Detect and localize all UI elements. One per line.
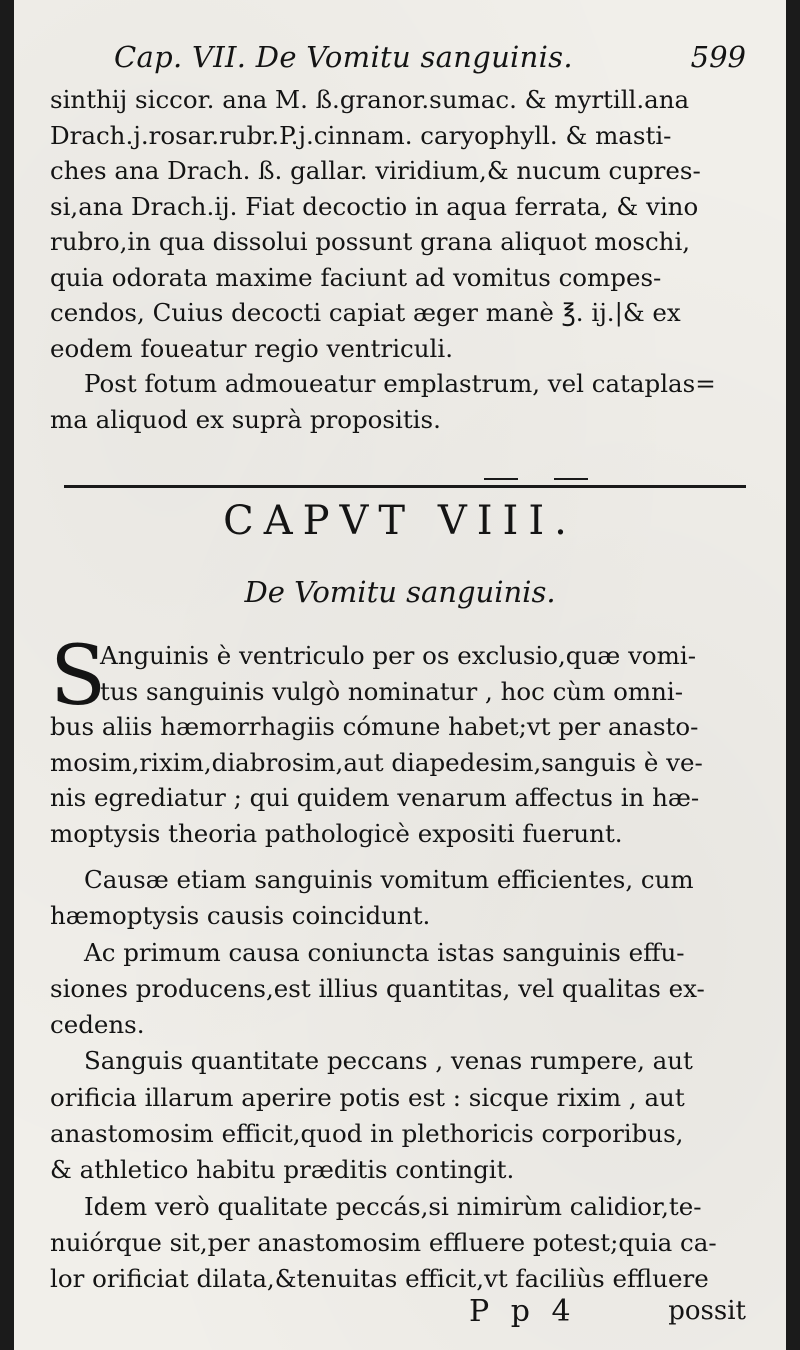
body-paragraphs: [50, 862, 764, 1298]
drop-cap: S: [50, 629, 107, 724]
text-line: bus aliis hæmorrhagiis cómune habet;vt per anasto-: [50, 712, 699, 741]
text-line: sinthij siccor. ana M. ß.granor.sumac. & myrtill.ana: [50, 85, 690, 114]
rule-ornament: [554, 478, 588, 480]
top-paragraph: [50, 82, 764, 437]
text-line: quia odorata maxime faciunt ad vomitus compes-: [50, 262, 662, 292]
text-line: ma aliquod ex suprà propositis.: [50, 404, 441, 434]
text-line: eodem foueatur regio ventriculi.: [50, 333, 454, 363]
signature-mark: P p 4: [469, 1294, 577, 1329]
text-line: tus sanguinis vulgò nominatur , hoc cùm omni-: [100, 676, 684, 706]
text-line: Ac primum causa coniuncta istas sanguinis effu-: [84, 937, 685, 967]
text-line: nis egrediatur ; qui quidem venarum affectus in hæ-: [50, 783, 700, 812]
text-line: rubro,in qua dissolui possunt grana aliquot moschi,: [50, 227, 691, 256]
text-line: Idem verò qualitate peccás,si nimirùm calidior,te-: [84, 1191, 702, 1221]
opening-paragraph: [50, 629, 764, 851]
text-line: cedens.: [50, 1010, 145, 1040]
chapter-subtitle: De Vomitu sanguinis.: [244, 575, 556, 609]
text-line: siones producens,est illius quantitas, vel qualitas ex-: [50, 973, 705, 1003]
text-line: & athletico habitu præditis contingit.: [50, 1155, 515, 1185]
text-line: ches ana Drach. ß. gallar. viridium,& nucum cupres-: [50, 156, 701, 185]
running-head: Cap. VII. De Vomitu sanguinis.: [114, 40, 573, 74]
chapter-title: CAPVT VIII.: [223, 498, 577, 544]
text-line: nuiórque sit,per anastomosim effluere potest;quia ca-: [50, 1227, 717, 1257]
text-line: mosim,rixim,diabrosim,aut diapedesim,sanguis è ve-: [50, 747, 703, 777]
rule-ornament: [484, 478, 518, 480]
page-number: 599: [690, 40, 746, 74]
text-line: cendos, Cuius decocti capiat æger manè ℥. ij.|& ex: [50, 298, 681, 327]
page-footer: [14, 1294, 786, 1334]
text-line: moptysis theoria pathologicè expositi fuerunt.: [50, 818, 623, 848]
text-line: orificia illarum aperire potis est : sicque rixim , aut: [50, 1082, 685, 1112]
book-page: [14, 0, 786, 1350]
text-line: Anguinis è ventriculo per os exclusio,quæ vomi-: [100, 641, 697, 670]
text-line: lor orificiat dilata,&tenuitas efficit,vt faciliùs effluere: [50, 1264, 709, 1294]
page-header: [114, 38, 746, 82]
text-line: Drach.j.rosar.rubr.P.j.cinnam. caryophyll. & masti-: [50, 120, 672, 150]
text-line: Post fotum admoueatur emplastrum, vel cataplas=: [84, 369, 716, 398]
catchword: possit: [668, 1296, 746, 1326]
text-line: Sanguis quantitate peccans , venas rumpere, aut: [84, 1046, 693, 1076]
text-line: anastomosim efficit,quod in plethoricis corporibus,: [50, 1119, 684, 1149]
text-line: Causæ etiam sanguinis vomitum efficientes, cum: [84, 865, 694, 894]
text-line: si,ana Drach.ij. Fiat decoctio in aqua ferrata, & vino: [50, 191, 699, 221]
section-rule: [64, 485, 746, 488]
text-line: hæmoptysis causis coincidunt.: [50, 901, 431, 931]
